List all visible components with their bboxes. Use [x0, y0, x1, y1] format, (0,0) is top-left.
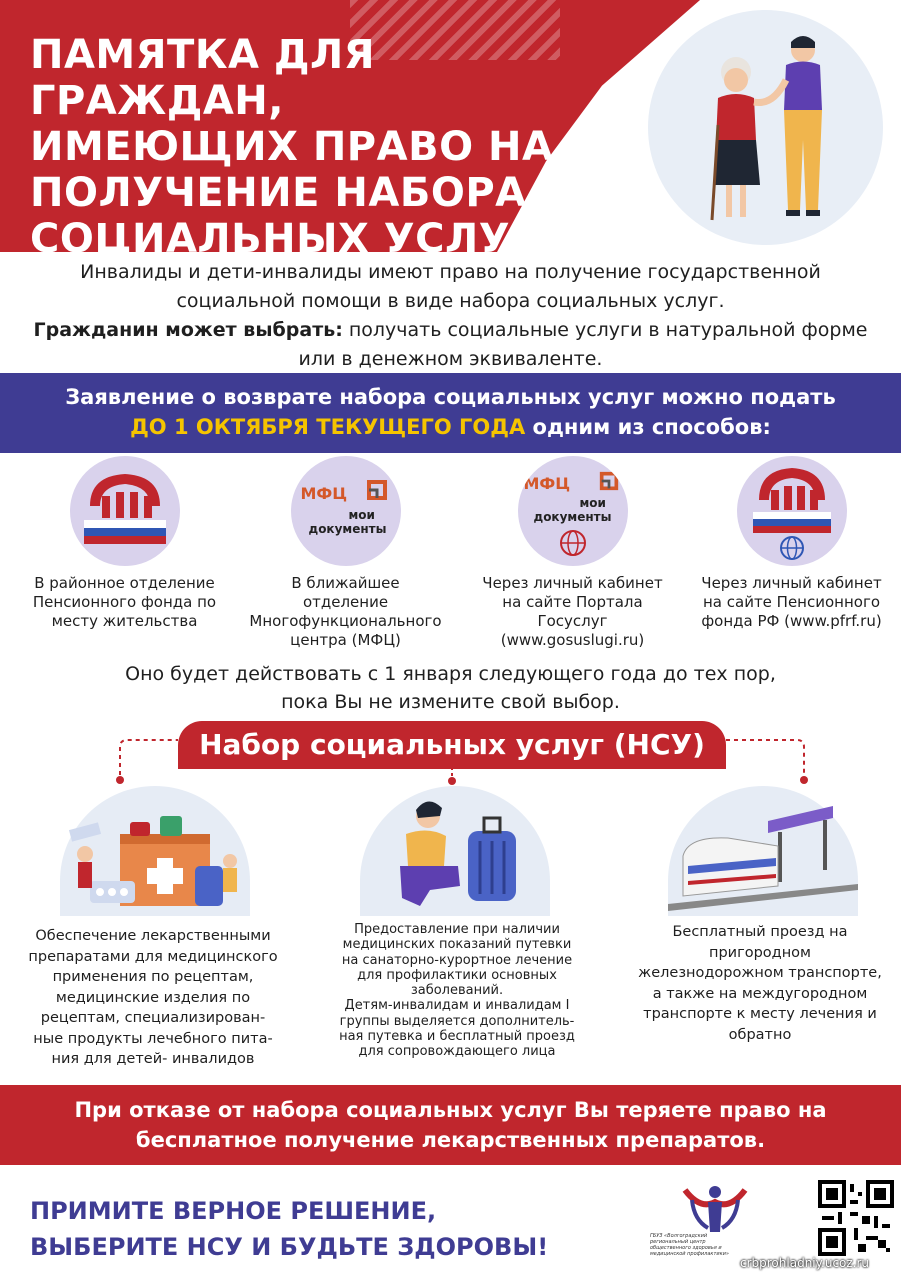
medicine-illustration [60, 786, 250, 916]
warning-band: При отказе от набора социальных услуг Вы теряете право на бесплатное получение лекарственных препаратов. [0, 1085, 901, 1165]
qr-code[interactable] [818, 1180, 894, 1256]
mfc-logo: МФЦ мои документы [291, 456, 401, 566]
method-pfr-online: Через личный кабинет на сайте Пенсионного фонда РФ (www.pfrf.ru) [684, 456, 899, 631]
qr-code-icon [818, 1180, 894, 1256]
intro-bold-lead: Гражданин может выбрать: [33, 319, 343, 341]
method-gosuslugi: МФЦ мои документы Через личный кабинет на сайте Портала Госуслуг (www.gosuslugi.ru) [465, 456, 680, 650]
health-center-logo-icon [680, 1180, 750, 1235]
validity-text: Оно будет действовать с 1 января следующего года до тех пор, пока Вы не измените свой выбор. [125, 663, 776, 713]
pfr-emblem-icon [737, 456, 847, 566]
watermark: crbprohladniy.ucoz.ru [740, 1256, 870, 1270]
mfc-square-icon [365, 478, 389, 502]
intro-text: Инвалиды и дети-инвалиды имеют право на получение государственной социальной помощи в виде набора социальных услуг. Гражданин может выбрать: получать социальные услуги в натуральной форме или в денежном эквиваленте. [33, 261, 868, 370]
page-title: ПАМЯТКА ДЛЯ ГРАЖДАН, ИМЕЮЩИХ ПРАВО НА ПОЛУЧЕНИЕ НАБОРА СОЦИАЛЬНЫХ УСЛУГ [30, 32, 554, 262]
pfr-emblem-icon [70, 456, 180, 566]
globe-icon [558, 528, 588, 558]
medicine-box-icon [60, 786, 250, 916]
train-illustration [668, 786, 858, 916]
suitcase-traveler-icon [360, 786, 550, 916]
gosuslugi-logo: МФЦ мои документы [518, 456, 628, 566]
method-mfc: МФЦ мои документы В ближайшее отделение Многофункционального центра (МФЦ) [238, 456, 453, 650]
method-pension-office: В районное отделение Пенсионного фонда по месту жительства [17, 456, 232, 631]
hero-illustration [648, 10, 883, 245]
footer-slogan: ПРИМИТЕ ВЕРНОЕ РЕШЕНИЕ, ВЫБЕРИТЕ НСУ И БУДЬТЕ ЗДОРОВЫ! [30, 1197, 549, 1261]
train-icon [668, 786, 858, 916]
service-sanatorium: Предоставление при наличии медицинских показаний путевки на санаторно-курортное лечение для профилактики основных заболеваний. Детям-инвалидам и инвалидам I группы выделяется дополнитель- ная путевка и бесплатный проезд для сопровождающего лица [339, 922, 575, 1060]
service-train: Бесплатный проезд на пригородном железнодорожном транспорте, а также на междугородном транспорте к месту лечения и обратно [638, 924, 882, 1043]
logo-caption: ГБУЗ «Волгоградский региональный центр общественного здоровья и медицинской профилактики» [650, 1233, 729, 1257]
elderly-couple-icon [648, 10, 883, 245]
service-medicine: Обеспечение лекарственными препаратами для медицинского применения по рецептам, медицинские изделия по рецептам, специализирован- ные продукты лечебного пита- ния для детей- инвалидов [28, 928, 278, 1067]
nsu-title: Набор социальных услуг (НСУ) [178, 721, 726, 769]
deadline-highlight: ДО 1 ОКТЯБРЯ ТЕКУЩЕГО ГОДА [130, 415, 526, 439]
mfc-square-icon [598, 470, 620, 492]
deadline-band: Заявление о возврате набора социальных услуг можно подать ДО 1 ОКТЯБРЯ ТЕКУЩЕГО ГОДА одним из способов: [0, 373, 901, 453]
pfr-online-logo [737, 456, 847, 566]
travel-illustration [360, 786, 550, 916]
pfr-logo [70, 456, 180, 566]
